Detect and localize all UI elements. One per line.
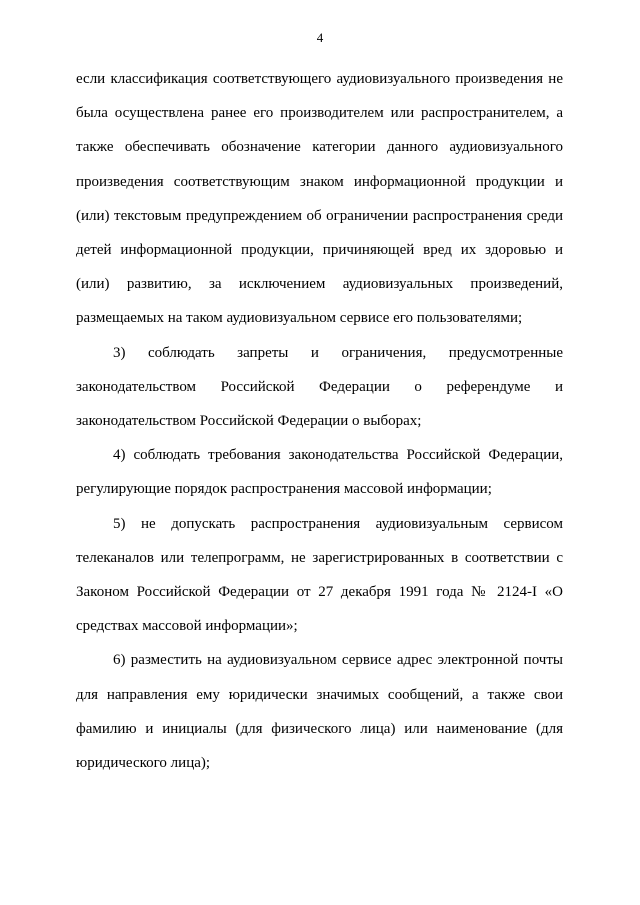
paragraph-item-5: 5) не допускать распространения аудиовизуальным сервисом телеканалов или телепрограмм, не зарегистрированных в соответствии с Законом Российской Федерации от 27 декабря 1991 года № 2124-I «О средствах массовой информации»;: [76, 515, 563, 635]
paragraph-item-3: 3) соблюдать запреты и ограничения, предусмотренные законодательством Российской Федерации о референдуме и законодательством Российской Федерации о выборах;: [76, 344, 563, 430]
paragraph-continuation: если классификация соответствующего аудиовизуального произведения не была осуществлена ранее его производителем или распространителем, а также обеспечивать обозначение категории данного аудиовизуального произведения соответствующим знаком информационной продукции и (или) текстовым предупреждением об ограничении распространения среди детей информационной продукции, причиняющей вред их здоровью и (или) развитию, за исключением аудиовизуальных произведений, размещаемых на таком аудиовизуальном сервисе его пользователями;: [76, 71, 563, 327]
page-number: 4: [316, 30, 324, 45]
document-body: [76, 62, 563, 780]
paragraph-item-4: 4) соблюдать требования законодательства Российской Федерации, регулирующие порядок распространения массовой информации;: [76, 447, 563, 498]
paragraph-item-6: 6) разместить на аудиовизуальном сервисе адрес электронной почты для направления ему юридически значимых сообщений, а также свои фамилию и инициалы (для физического лица) или наименование (для юридического лица);: [76, 652, 563, 772]
